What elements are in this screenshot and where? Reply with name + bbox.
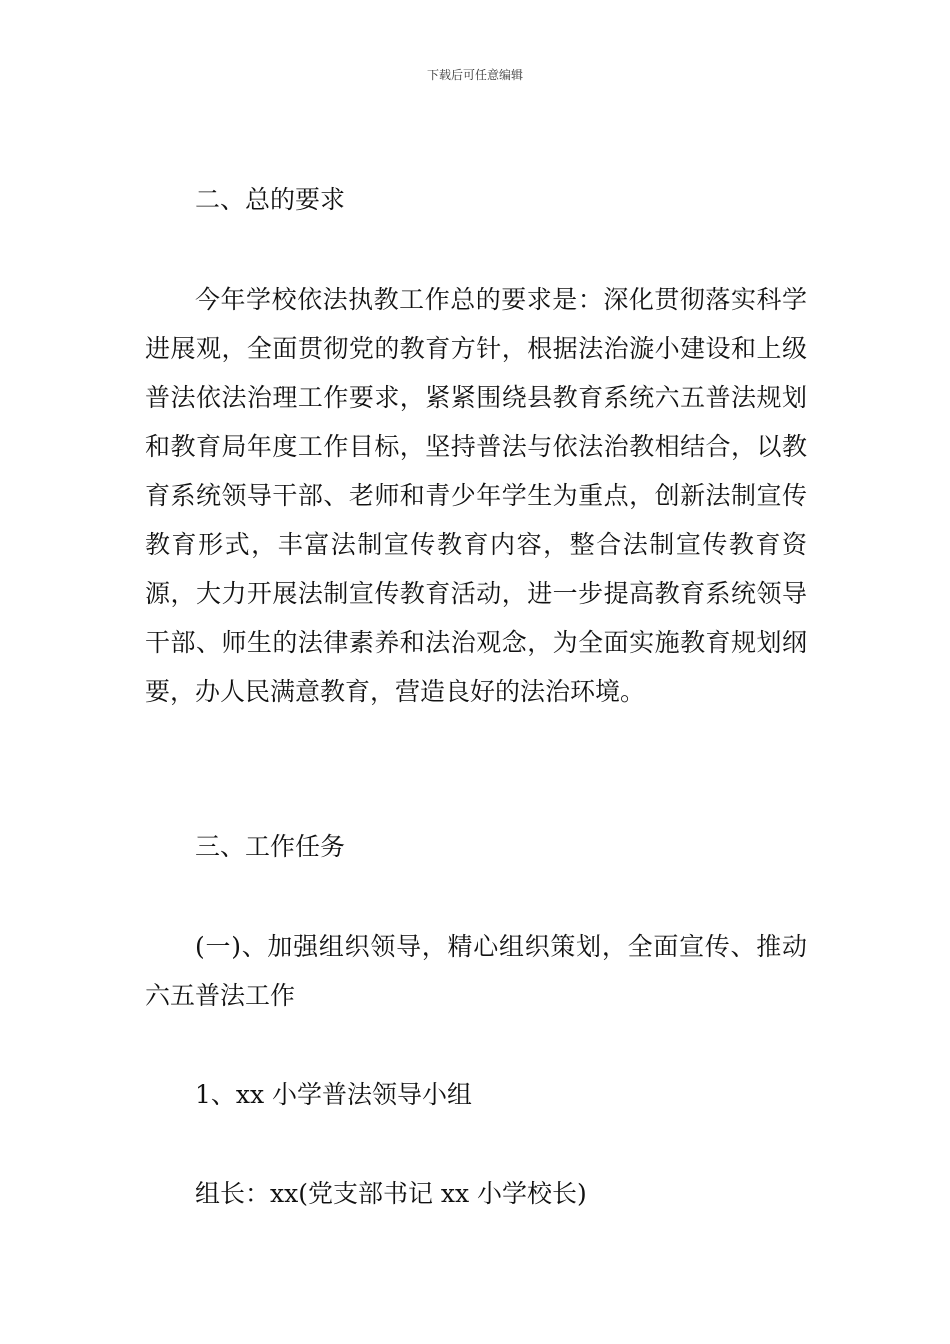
leader-line: 组长：xx(党支部书记 xx 小学校长) xyxy=(195,1179,587,1208)
list-item-leading-group: 1、xx 小学普法领导小组 xyxy=(195,1080,473,1109)
paragraph-requirements: 今年学校依法执教工作总的要求是：深化贯彻落实科学进展观，全面贯彻党的教育方针，根据法治漩小建设和上级普法依法治理工作要求，紧紧围绕县教育系统六五普法规划和教育局年度工作目标，坚持普法与依法治教相结合，以教育系统领导干部、老师和青少年学生为重点，创新法制宣传教育形式，丰富法制宣传教育内容，整合法制宣传教育资源，大力开展法制宣传教育活动，进一步提高教育系统领导干部、师生的法律素养和法治观念，为全面实施教育规划纲要，办人民满意教育，营造良好的法治环境。 xyxy=(145,285,807,706)
subheading-organization: (一)、加强组织领导，精心组织策划，全面宣传、推动六五普法工作 xyxy=(145,932,807,1010)
section-heading-requirements: 二、总的要求 xyxy=(195,185,346,214)
page-header: 下载后可任意编辑 xyxy=(426,68,523,82)
section-heading-tasks: 三、工作任务 xyxy=(195,832,346,861)
